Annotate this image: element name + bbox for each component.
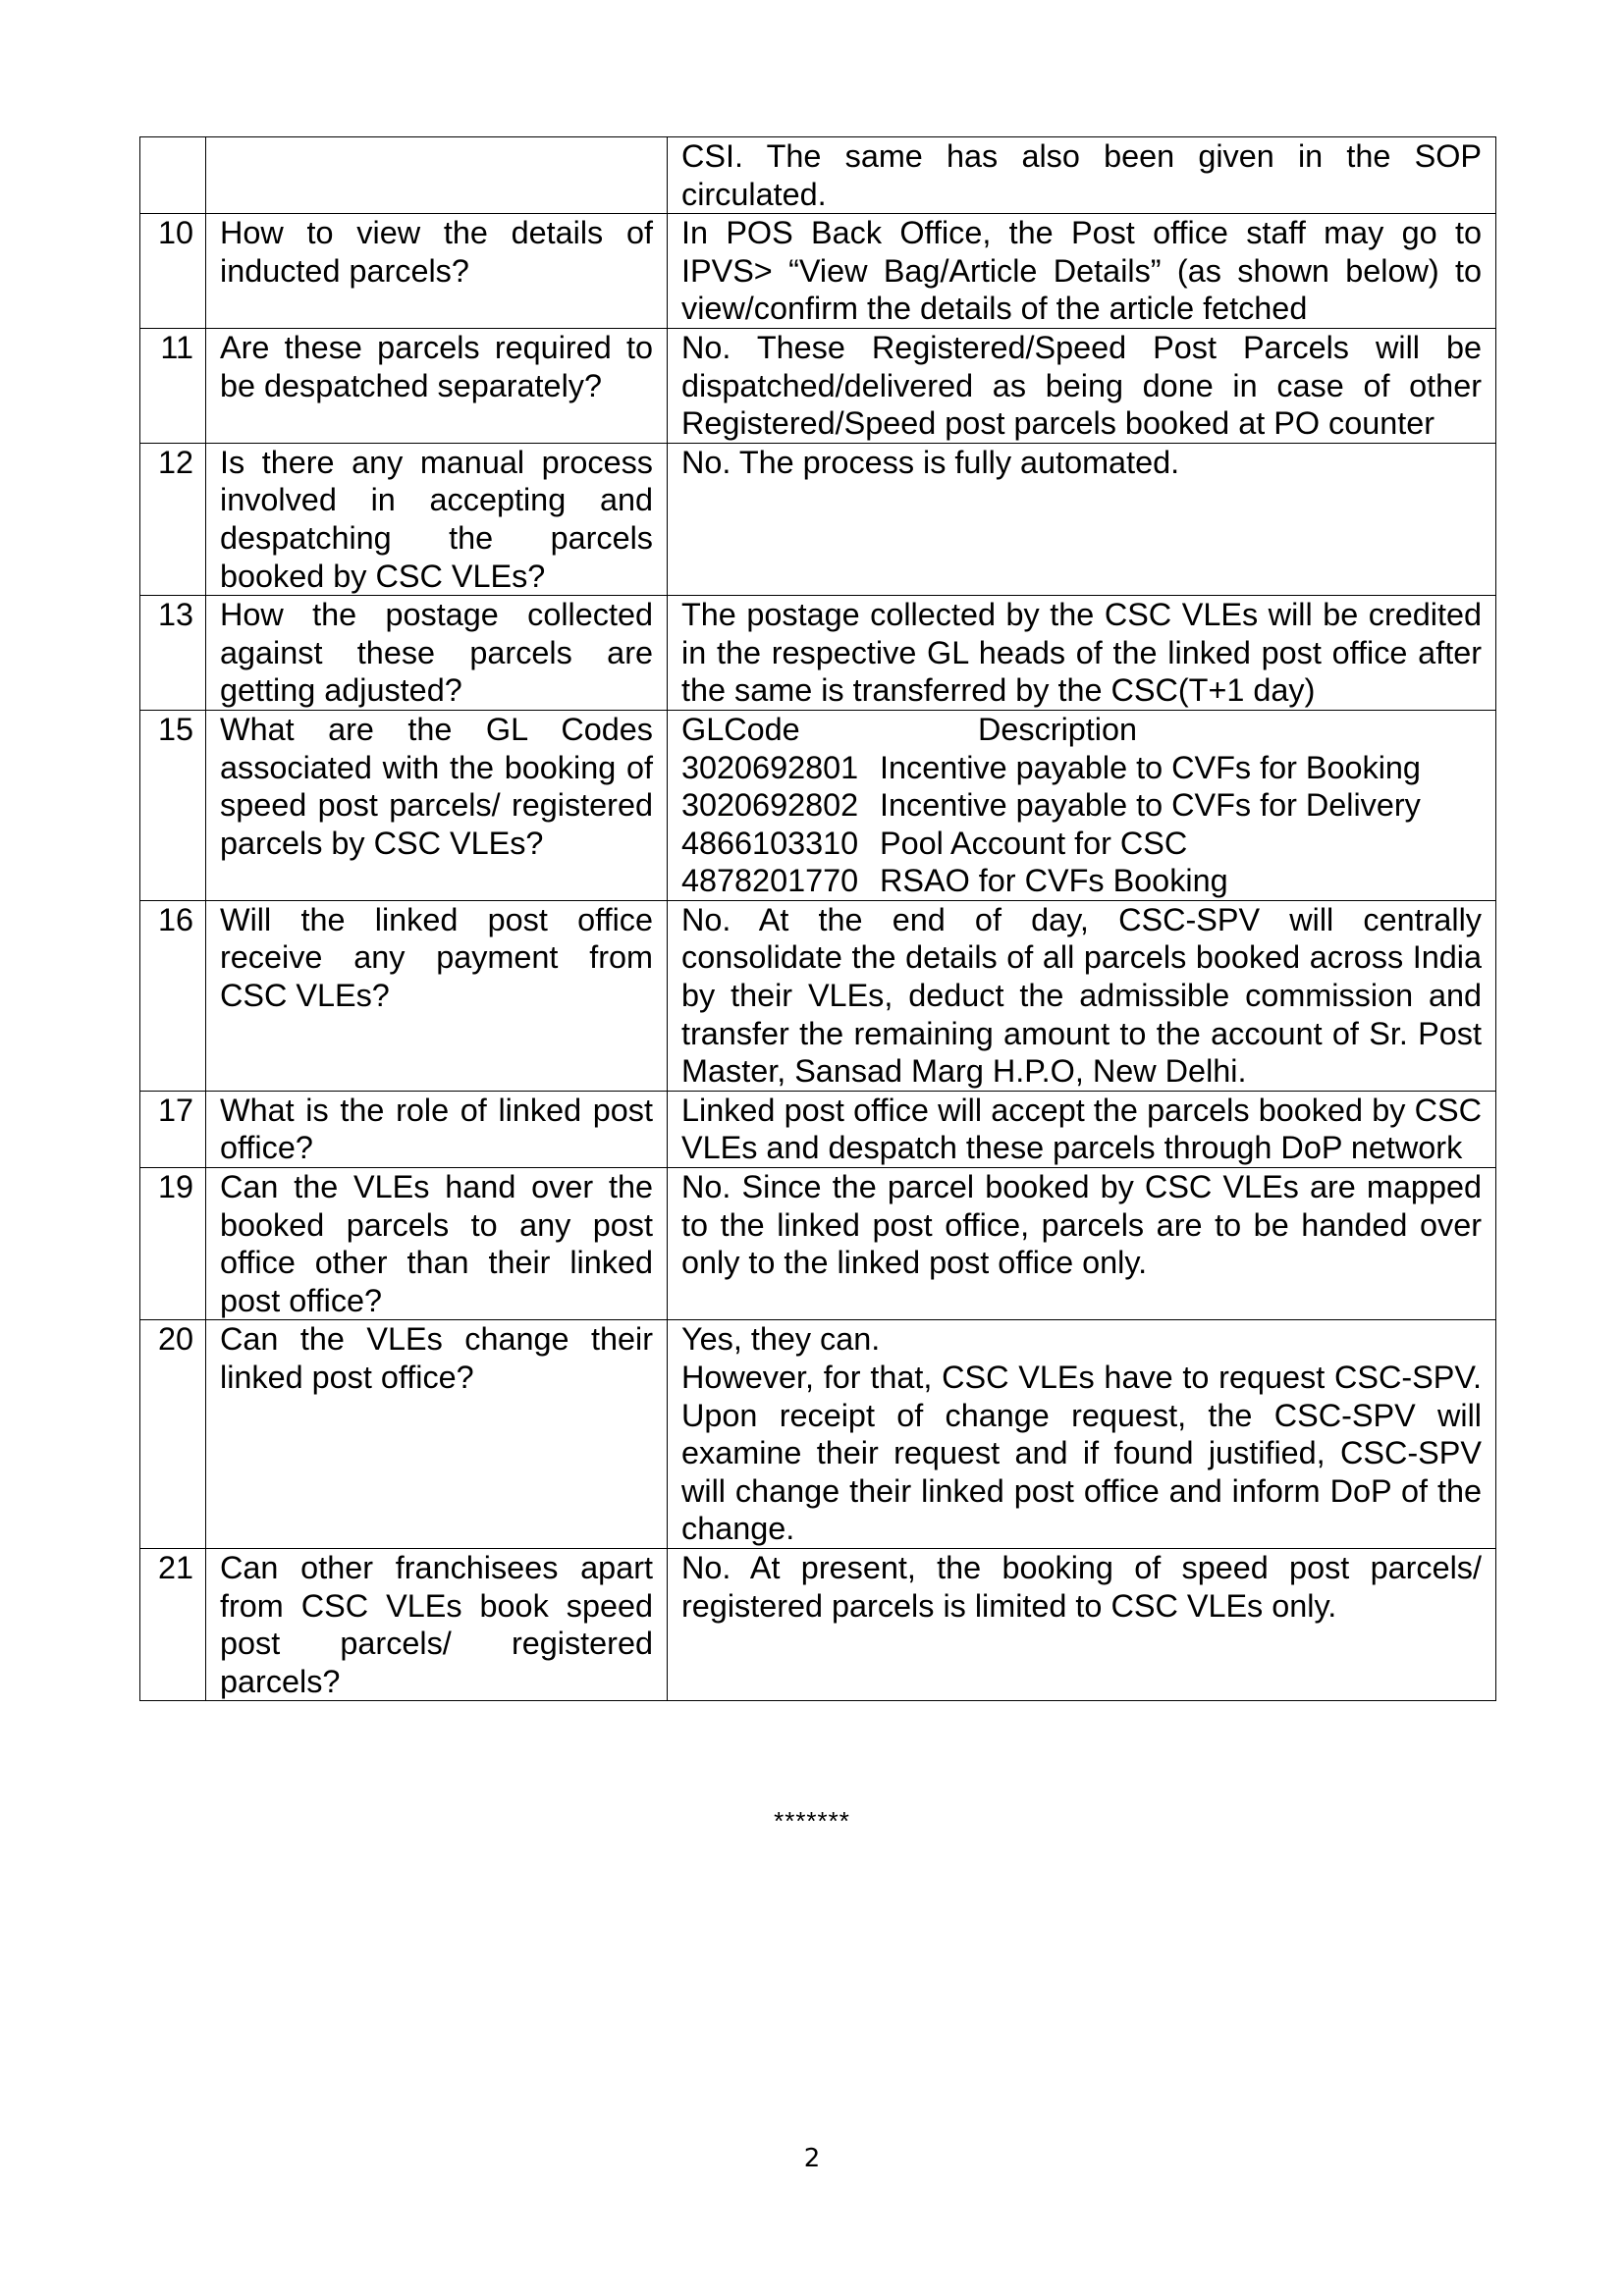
question-cell: What are the GL Codes associated with the booking of speed post parcels/ registered parcels by CSC VLEs? bbox=[206, 710, 668, 900]
answer-paragraph: No. These Registered/Speed Post Parcels will be dispatched/delivered as being done in case of other Registered/Speed post parcels booked at PO counter bbox=[681, 329, 1482, 442]
page-number: 2 bbox=[803, 2144, 821, 2173]
end-separator: ******* bbox=[774, 1806, 850, 1836]
table-row bbox=[140, 1320, 1496, 1549]
table-row bbox=[140, 710, 1496, 900]
row-number: 17 bbox=[140, 1091, 206, 1167]
answer-paragraph: In POS Back Office, the Post office staff may go to IPVS> “View Bag/Article Details” (as shown below) to view/confirm the details of the article fetched bbox=[681, 215, 1482, 327]
question-cell: Can the VLEs hand over the booked parcels to any post office other than their linked post office? bbox=[206, 1168, 668, 1320]
answer-paragraph: No. At present, the booking of speed post parcels/ registered parcels is limited to CSC VLEs only. bbox=[681, 1549, 1482, 1624]
table-row bbox=[140, 596, 1496, 711]
table-row bbox=[140, 214, 1496, 329]
table-row bbox=[140, 137, 1496, 214]
row-number: 20 bbox=[140, 1320, 206, 1549]
gl-description: Pool Account for CSC bbox=[880, 825, 1188, 861]
row-number: 19 bbox=[140, 1168, 206, 1320]
row-number: 16 bbox=[140, 900, 206, 1091]
answer-paragraph: No. The process is fully automated. bbox=[681, 444, 1180, 480]
answer-cell bbox=[668, 596, 1496, 711]
answer-cell bbox=[668, 900, 1496, 1091]
row-number: 13 bbox=[140, 596, 206, 711]
table-row bbox=[140, 443, 1496, 595]
answer-cell bbox=[668, 1320, 1496, 1549]
question-cell bbox=[206, 137, 668, 214]
row-number: 10 bbox=[140, 214, 206, 329]
gl-header-row bbox=[681, 711, 1482, 749]
gl-code: 3020692801 bbox=[681, 749, 859, 785]
gl-description: RSAO for CVFs Booking bbox=[880, 863, 1228, 899]
question-cell: What is the role of linked post office? bbox=[206, 1091, 668, 1167]
question-cell: Can other franchisees apart from CSC VLEs book speed post parcels/ registered parcels? bbox=[206, 1548, 668, 1700]
question-cell: How the postage collected against these parcels are getting adjusted? bbox=[206, 596, 668, 711]
answer-paragraph: Yes, they can. bbox=[681, 1321, 881, 1358]
faq-table bbox=[139, 136, 1496, 1701]
question-cell: Are these parcels required to be despatched separately? bbox=[206, 328, 668, 443]
table-row bbox=[140, 1168, 1496, 1320]
question-cell: How to view the details of inducted parcels? bbox=[206, 214, 668, 329]
gl-description: Incentive payable to CVFs for Delivery bbox=[880, 787, 1421, 824]
table-row bbox=[140, 1548, 1496, 1700]
row-number: 15 bbox=[140, 710, 206, 900]
gl-code: 4866103310 bbox=[681, 825, 859, 861]
question-cell: Can the VLEs change their linked post office? bbox=[206, 1320, 668, 1549]
table-row bbox=[140, 328, 1496, 443]
question-cell: Will the linked post office receive any payment from CSC VLEs? bbox=[206, 900, 668, 1091]
gl-code-row bbox=[681, 862, 1482, 900]
question-cell: Is there any manual process involved in accepting and despatching the parcels booked by CSC VLEs? bbox=[206, 443, 668, 595]
gl-header-description: Description bbox=[978, 711, 1138, 747]
table-row bbox=[140, 900, 1496, 1091]
row-number: 12 bbox=[140, 443, 206, 595]
answer-cell bbox=[668, 214, 1496, 329]
answer-cell bbox=[668, 1091, 1496, 1167]
gl-code-row bbox=[681, 825, 1482, 863]
row-number: 21 bbox=[140, 1548, 206, 1700]
answer-cell bbox=[668, 137, 1496, 214]
gl-code: 4878201770 bbox=[681, 863, 859, 899]
answer-paragraph: No. At the end of day, CSC-SPV will centrally consolidate the details of all parcels booked across India by their VLEs, deduct the admissible commission and transfer the remaining amount to the account of Sr. Post Master, Sansad Marg H.P.O, New Delhi. bbox=[681, 901, 1482, 1090]
answer-cell bbox=[668, 710, 1496, 900]
answer-cell bbox=[668, 1548, 1496, 1700]
gl-header-code: GLCode bbox=[681, 711, 800, 747]
answer-paragraph: The postage collected by the CSC VLEs will be credited in the respective GL heads of the linked post office after the same is transferred by the CSC(T+1 day) bbox=[681, 597, 1482, 709]
answer-cell bbox=[668, 443, 1496, 595]
table-row bbox=[140, 1091, 1496, 1167]
row-number: 11 bbox=[140, 328, 206, 443]
gl-code-row bbox=[681, 786, 1482, 825]
gl-description: Incentive payable to CVFs for Booking bbox=[880, 749, 1421, 785]
gl-code-row bbox=[681, 749, 1482, 787]
faq-table-body bbox=[140, 137, 1496, 1701]
row-number bbox=[140, 137, 206, 214]
answer-paragraph: No. Since the parcel booked by CSC VLEs are mapped to the linked post office, parcels are to be handed over only to the linked post office only. bbox=[681, 1169, 1482, 1281]
answer-paragraph: CSI. The same has also been given in the SOP circulated. bbox=[681, 138, 1482, 212]
answer-paragraph: However, for that, CSC VLEs have to request CSC-SPV. Upon receipt of change request, the CSC-SPV will examine their request and if found justified, CSC-SPV will change their linked post office and inform DoP of the change. bbox=[681, 1360, 1482, 1547]
answer-paragraph: Linked post office will accept the parcels booked by CSC VLEs and despatch these parcels through DoP network bbox=[681, 1092, 1482, 1166]
gl-code: 3020692802 bbox=[681, 787, 859, 824]
answer-cell bbox=[668, 1168, 1496, 1320]
answer-cell bbox=[668, 328, 1496, 443]
